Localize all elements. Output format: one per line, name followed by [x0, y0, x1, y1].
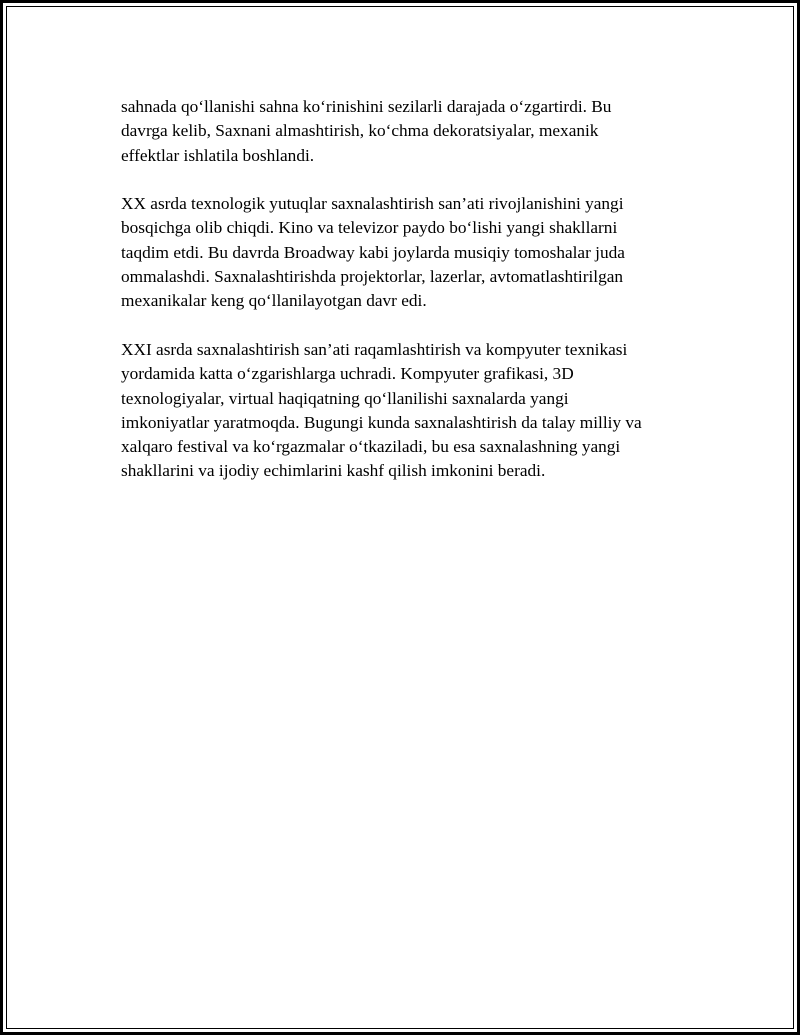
paragraph-1 [121, 95, 696, 168]
text-line: sahnada qo‘llanishi sahna ko‘rinishini sezilarli darajada o‘zgartirdi. Bu [121, 97, 612, 116]
text-line: yordamida katta o‘zgarishlarga uchradi. Kompyuter grafikasi, 3D [121, 364, 574, 384]
text-line: effektlar ishlatila boshlandi. [121, 145, 315, 165]
text-line: texnologiyalar, virtual haqiqatning qo‘llanilishi saxnalarda yangi [121, 388, 569, 408]
document-body [121, 95, 696, 508]
text-line: XXI asrda saxnalashtirish san’ati raqamlashtirish va kompyuter texnikasi [121, 339, 628, 359]
paragraph-3 [121, 338, 696, 484]
text-line: xalqaro festival va ko‘rgazmalar o‘tkaziladi, bu esa saxnalashning yangi [121, 437, 621, 457]
text-line: taqdim etdi. Bu davrda Broadway kabi joylarda musiqiy tomoshalar juda [121, 242, 625, 262]
text-line: bosqichga olib chiqdi. Kino va televizor paydo bo‘lishi yangi shakllarni [121, 218, 618, 238]
text-line: shakllarini va ijodiy echimlarini kashf qilish imkonini beradi. [121, 461, 546, 481]
paragraph-2 [121, 192, 696, 313]
text-line: imkoniyatlar yaratmoqda. Bugungi kunda saxnalashtirish da talay milliy va [121, 412, 642, 432]
text-line: davrga kelib, Saxnani almashtirish, ko‘chma dekoratsiyalar, mexanik [121, 121, 599, 141]
text-line: ommalashdi. Saxnalashtirishda projektorlar, lazerlar, avtomatlashtirilgan [121, 267, 624, 287]
text-line: XX asrda texnologik yutuqlar saxnalashtirish san’ati rivojlanishini yangi [121, 194, 624, 214]
text-line: mexanikalar keng qo‘llanilayotgan davr edi. [121, 291, 427, 311]
